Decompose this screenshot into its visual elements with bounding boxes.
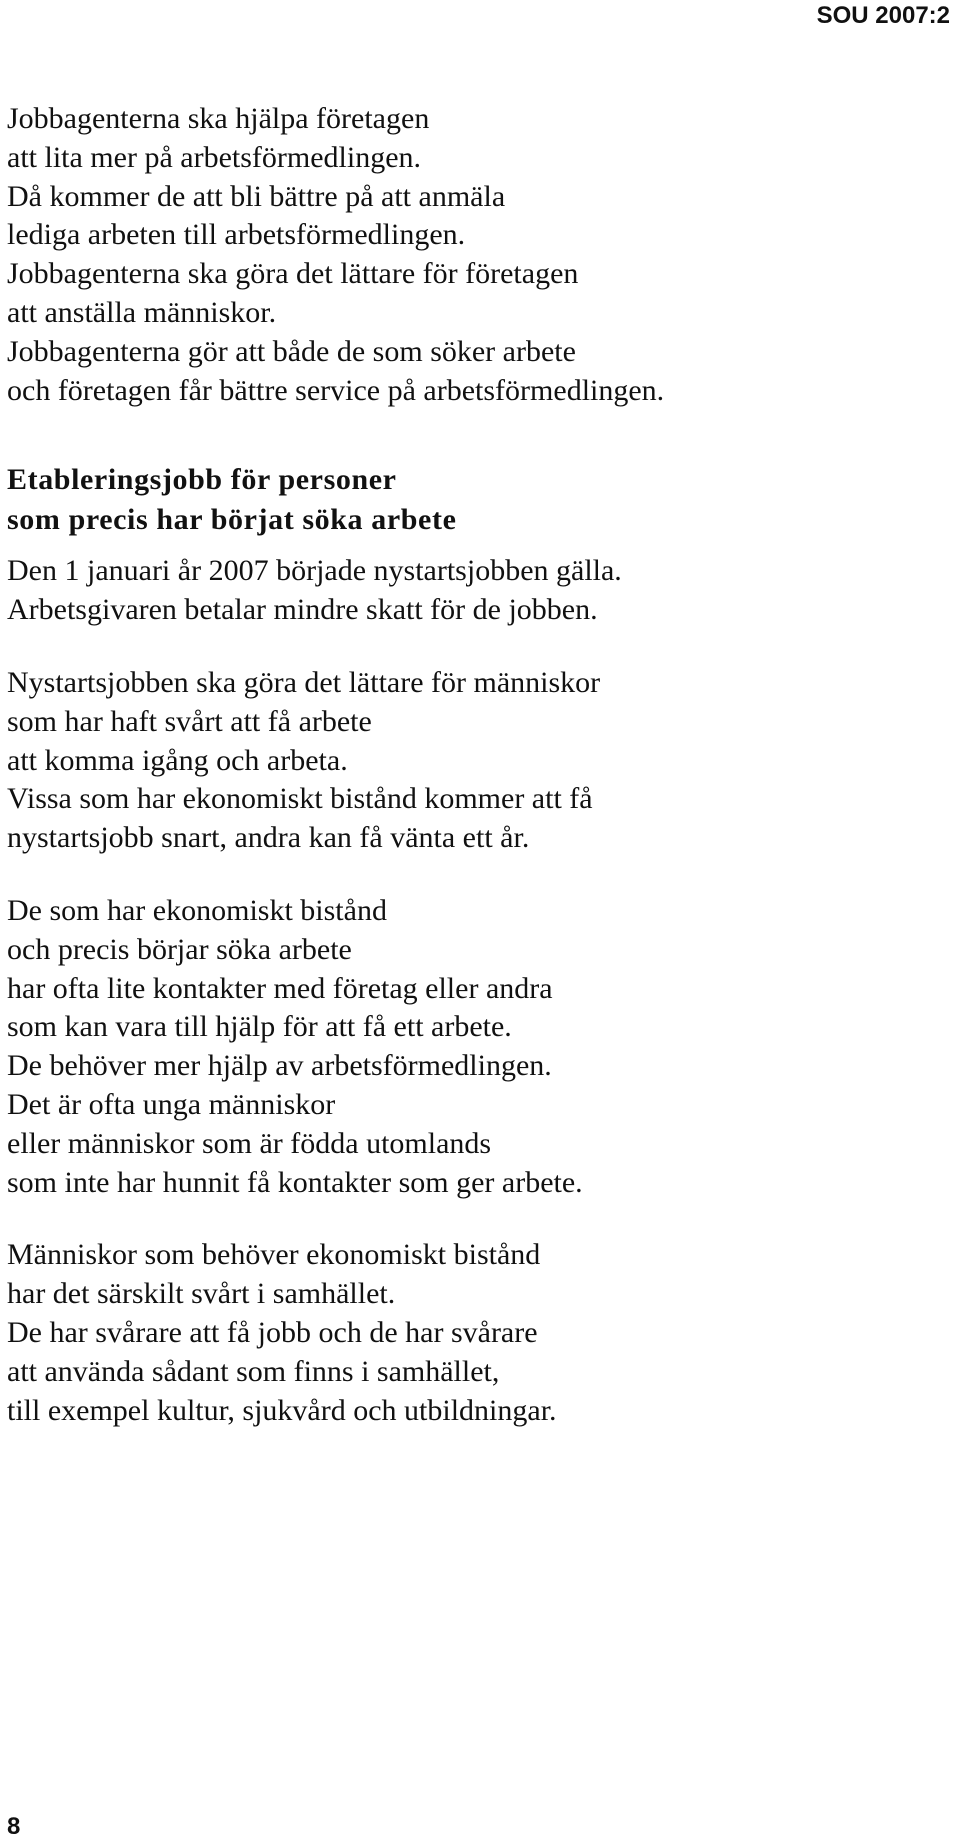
page-content bbox=[7, 100, 947, 1430]
text-line: De behöver mer hjälp av arbetsförmedlingen. bbox=[7, 1049, 552, 1083]
text-line: som har haft svårt att få arbete bbox=[7, 704, 372, 738]
text-line: Vissa som har ekonomiskt bistånd kommer att få bbox=[7, 782, 593, 816]
text-line: Den 1 januari år 2007 började nystartsjobben gälla. bbox=[7, 554, 622, 588]
text-line: lediga arbeten till arbetsförmedlingen. bbox=[7, 218, 466, 252]
text-line: Jobbagenterna ska hjälpa företagen bbox=[7, 102, 430, 135]
paragraph-nystartsjobb-intro bbox=[7, 552, 947, 630]
text-line: att lita mer på arbetsförmedlingen. bbox=[7, 140, 422, 174]
paragraph-nystartsjobb-purpose bbox=[7, 664, 947, 858]
heading-line: Etableringsjobb för personer bbox=[7, 463, 397, 497]
text-line: Det är ofta unga människor bbox=[7, 1087, 336, 1121]
text-line: eller människor som är födda utomlands bbox=[7, 1126, 492, 1160]
text-line: att anställa människor. bbox=[7, 295, 277, 329]
text-line: och precis börjar söka arbete bbox=[7, 932, 352, 966]
text-line: Jobbagenterna ska göra det lättare för företagen bbox=[7, 257, 579, 291]
text-line: som kan vara till hjälp för att få ett arbete. bbox=[7, 1010, 512, 1044]
text-line: och företagen får bättre service på arbetsförmedlingen. bbox=[7, 373, 665, 407]
text-line: De har svårare att få jobb och de har svårare bbox=[7, 1315, 538, 1349]
text-line: har det särskilt svårt i samhället. bbox=[7, 1277, 396, 1311]
paragraph-ekonomiskt-bistand bbox=[7, 892, 947, 1202]
text-line: Människor som behöver ekonomiskt bistånd bbox=[7, 1238, 541, 1272]
heading-line: som precis har börjat söka arbete bbox=[7, 503, 457, 537]
paragraph-samhallet bbox=[7, 1236, 947, 1430]
section-heading bbox=[7, 460, 947, 540]
text-line: Nystartsjobben ska göra det lättare för människor bbox=[7, 665, 601, 699]
text-line: till exempel kultur, sjukvård och utbildningar. bbox=[7, 1393, 557, 1427]
text-line: Jobbagenterna gör att både de som söker arbete bbox=[7, 334, 576, 368]
text-line: att använda sådant som finns i samhället, bbox=[7, 1354, 500, 1388]
text-line: att komma igång och arbeta. bbox=[7, 743, 348, 777]
page-number: 8 bbox=[7, 1813, 21, 1840]
document-reference: SOU 2007:2 bbox=[816, 2, 950, 29]
text-line: nystartsjobb snart, andra kan få vänta ett år. bbox=[7, 821, 530, 855]
text-line: Då kommer de att bli bättre på att anmäla bbox=[7, 179, 506, 213]
paragraph-jobbagenter bbox=[7, 100, 947, 410]
text-line: Arbetsgivaren betalar mindre skatt för de jobben. bbox=[7, 593, 598, 627]
text-line: De som har ekonomiskt bistånd bbox=[7, 893, 387, 927]
text-line: har ofta lite kontakter med företag eller andra bbox=[7, 971, 553, 1005]
text-line: som inte har hunnit få kontakter som ger arbete. bbox=[7, 1165, 583, 1199]
